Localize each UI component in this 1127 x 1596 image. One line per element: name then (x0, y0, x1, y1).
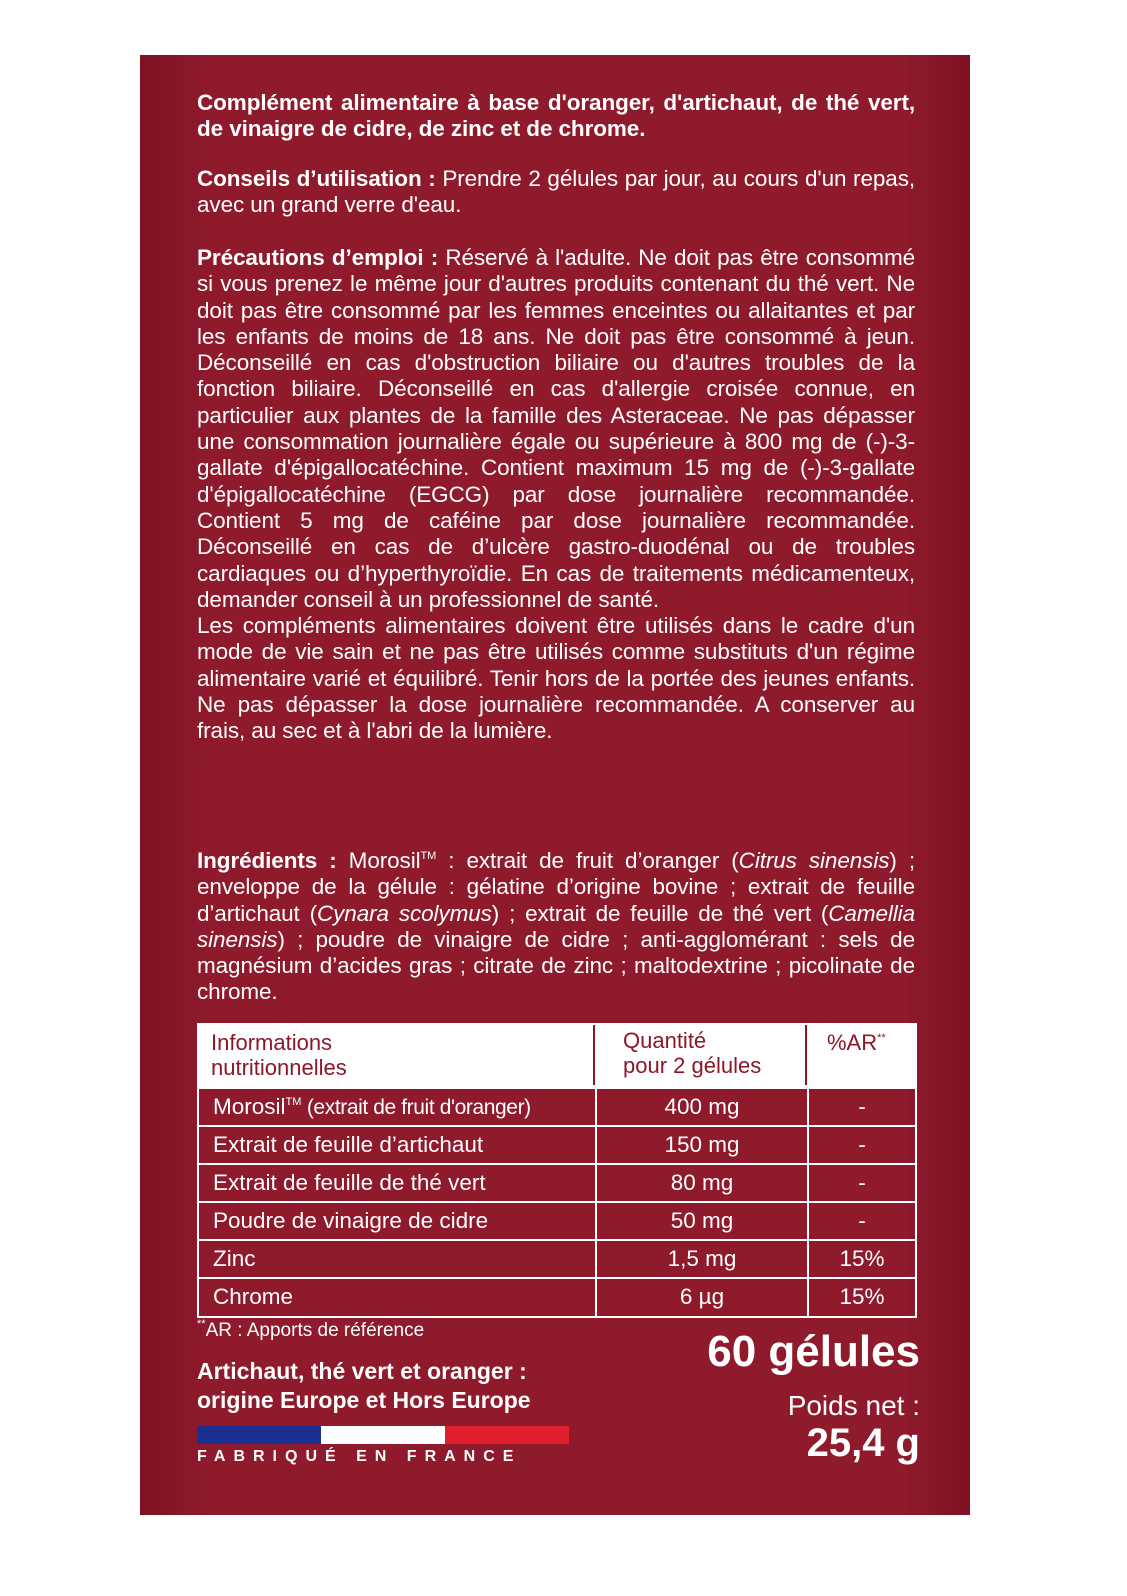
table-row (199, 1163, 915, 1201)
net-weight-value: 25,4 g (806, 1421, 920, 1465)
intro-text: Complément alimentaire à base d'oranger, d'artichaut, de thé vert, de vinaigre de cidre, de zinc et de chrome. (197, 90, 915, 142)
nutrient-name: Extrait de feuille de thé vert (213, 1170, 486, 1195)
precautions-label: Précautions d’emploi : (197, 245, 439, 270)
net-weight-label: Poids net : (787, 1390, 920, 1421)
nutrient-ar: - (858, 1132, 866, 1157)
precautions-text: Réservé à l'adulte. Ne doit pas être consommé si vous prenez le même jour d'autres produits contenant du thé vert. Ne doit pas être consommé par les femmes enceintes ou allaitantes et par les enfants de moins de 18 ans. Ne doit pas être consommé à jeun. Déconseillé en cas d'obstruction biliaire ou d'autres troubles de la fonction biliaire. Déconseillé en cas d'allergie croisée connue, en particulier aux plantes de la famille des Asteraceae. Ne pas dépasser une consommation journalière égale ou supérieure à 800 mg de (-)-3-gallate d'épigallocatéchine. Contient maximum 15 mg de (-)-3-gallate d'épigallocatéchine (EGCG) par dose journalière recommandée. Contient 5 mg de caféine par dose journalière recommandée. Déconseillé en cas de d’ulcère gastro-duodénal ou de troubles cardiaques ou d’hyperthyroïdie. En cas de traitements médicamenteux, demander conseil à un professionnel de santé. (197, 245, 915, 612)
trademark-mark: TM (420, 850, 437, 862)
usage-text: Prendre 2 gélules par jour, au cours d'un repas, avec un grand verre d'eau. (197, 166, 915, 218)
made-in-france: FABRIQUÉ EN FRANCE (197, 1448, 522, 1465)
header-divider (805, 1025, 807, 1085)
nutrient-ar: - (858, 1170, 866, 1195)
nutrient-ar: 15% (839, 1284, 885, 1309)
nutrient-quantity: 1,5 mg (667, 1246, 737, 1271)
ingredients-part: : extrait de fruit d’oranger ( (436, 848, 739, 873)
capsule-count: 60 gélules (707, 1327, 920, 1376)
nutrient-ar: 15% (839, 1246, 885, 1271)
nutrient-quantity: 400 mg (664, 1094, 740, 1119)
nutrient-name: Extrait de feuille d’artichaut (213, 1132, 484, 1157)
ingredients-section (197, 848, 915, 1006)
nutrient-quantity: 80 mg (670, 1170, 734, 1195)
table-row (199, 1239, 915, 1277)
origin-line: origine Europe et Hors Europe (197, 1387, 531, 1413)
header-line: pour 2 gélules (623, 1053, 762, 1078)
nutrient-name: Zinc (213, 1246, 256, 1271)
ingredients-part: ) ; poudre de vinaigre de cidre ; anti-agglomérant : sels de magnésium d’acides gras ; citrate de zinc ; maltodextrine ; picolinate de chrome. (197, 926, 915, 1005)
nutrient-name-text: Morosil (213, 1094, 286, 1119)
nutrition-table (197, 1023, 917, 1318)
latin-name: Camellia sinensis (197, 900, 915, 952)
reference-footnote (197, 1320, 424, 1342)
footnote-mark: ** (877, 1032, 886, 1044)
nutrient-name (213, 1089, 531, 1125)
flag-white-band (321, 1426, 445, 1444)
nutrient-name-suffix: (extrait de fruit d'oranger) (301, 1096, 531, 1119)
usage-section (197, 166, 915, 219)
nutrient-name: Poudre de vinaigre de cidre (213, 1208, 489, 1233)
trademark-mark: TM (285, 1096, 302, 1108)
header-line: Informations (211, 1030, 333, 1055)
header-ar (827, 1030, 886, 1055)
nutrient-quantity: 6 µg (679, 1284, 725, 1309)
nutrient-ar: - (858, 1094, 866, 1119)
label-panel (140, 55, 970, 1515)
table-header (197, 1023, 917, 1087)
flag-red-band (445, 1426, 569, 1444)
table-body (197, 1087, 917, 1318)
header-line: Quantité (623, 1028, 707, 1053)
latin-name: Citrus sinensis (738, 848, 890, 873)
usage-label: Conseils d’utilisation : (197, 166, 436, 191)
header-line: nutritionnelles (211, 1055, 347, 1080)
latin-name: Cynara scolymus (317, 900, 492, 926)
table-row (199, 1125, 915, 1163)
table-row (199, 1201, 915, 1239)
header-divider (593, 1025, 595, 1085)
footnote-mark: ** (197, 1318, 206, 1330)
origin-line: Artichaut, thé vert et oranger : (197, 1358, 527, 1384)
ingredients-part: Morosil (336, 848, 421, 873)
ingredients-label: Ingrédients : (197, 848, 337, 873)
header-information (211, 1030, 347, 1080)
ingredients-part: ) ; extrait de feuille de thé vert ( (491, 900, 829, 926)
header-line: %AR (827, 1030, 878, 1055)
table-row (199, 1087, 915, 1125)
nutrient-name: Chrome (213, 1284, 294, 1309)
ingredients-part: ) ; enveloppe de la gélule : gélatine d’origine bovine ; extrait de feuille d’artichaut ( (197, 848, 915, 926)
header-quantity (623, 1028, 761, 1078)
nutrient-ar: - (858, 1208, 866, 1233)
origin-statement (197, 1357, 531, 1415)
flag-blue-band (197, 1426, 321, 1444)
table-row (199, 1277, 915, 1315)
nutrient-quantity: 150 mg (664, 1132, 740, 1157)
precautions-section (197, 245, 915, 745)
french-flag-icon (197, 1426, 569, 1444)
nutrient-quantity: 50 mg (670, 1208, 734, 1233)
footnote-text: AR : Apports de référence (205, 1320, 425, 1341)
precautions-text-2: Les compléments alimentaires doivent être utilisés dans le cadre d'un mode de vie sain et ne pas être utilisés comme substituts d'un régime alimentaire varié et équilibré. Tenir hors de la portée des jeunes enfants. Ne pas dépasser la dose journalière recommandée. A conserver au frais, au sec et à l'abri de la lumière. (197, 613, 915, 744)
